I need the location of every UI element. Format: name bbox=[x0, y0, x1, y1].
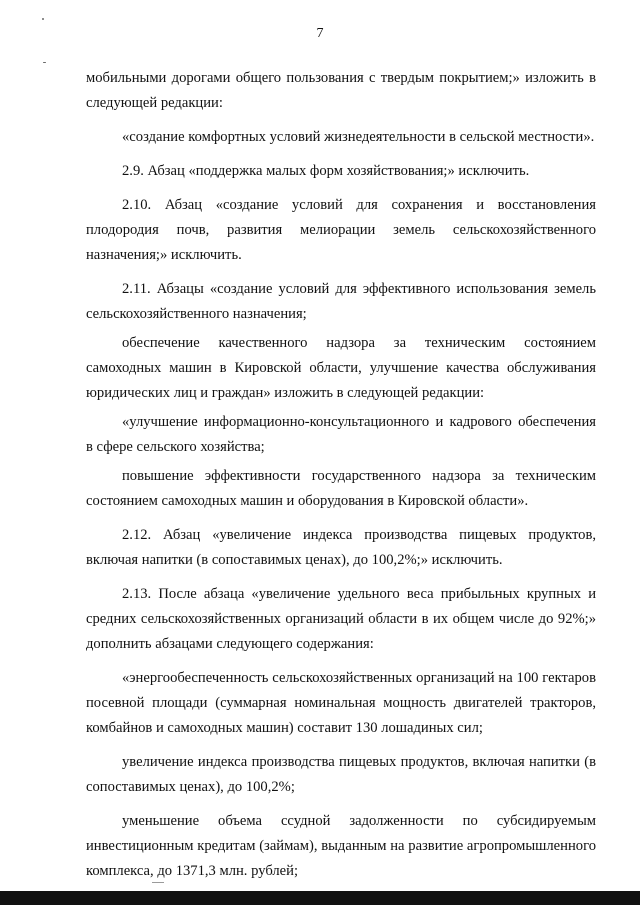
paragraph: мобильными дорогами общего пользования с твердым покрытием;» изложить в следующей редакции: bbox=[86, 70, 596, 111]
paragraph: 2.9. Абзац «поддержка малых форм хозяйствования;» исключить. bbox=[122, 163, 530, 179]
paragraph: 2.13. После абзаца «увеличение удельного веса прибыльных крупных и средних сельскохозяйственных организаций области в их общем числе до 92%;» дополнить абзацами следующего содержания: bbox=[86, 586, 596, 652]
page-number: 7 bbox=[316, 26, 324, 41]
scan-mark bbox=[152, 882, 164, 883]
paragraph: «улучшение информационно-консультационного и кадрового обеспечения в сфере сельского хозяйства; bbox=[86, 414, 596, 455]
scan-speck bbox=[42, 18, 44, 20]
paragraph: «создание комфортных условий жизнедеятельности в сельской местности». bbox=[122, 129, 595, 145]
paragraph: 2.12. Абзац «увеличение индекса производства пищевых продуктов, включая напитки (в сопоставимых ценах), до 100,2%;» исключить. bbox=[86, 527, 596, 568]
paragraph: «энергообеспеченность сельскохозяйственных организаций на 100 гектаров посевной площади (суммарная номинальная мощность двигателей тракторов, комбайнов и самоходных машин) составит 130 лошадиных сил; bbox=[86, 670, 596, 736]
paragraph: 2.10. Абзац «создание условий для сохранения и восстановления плодородия почв, развития мелиорации земель сельскохозяйственного назначения;» исключить. bbox=[86, 197, 596, 263]
document-body bbox=[86, 66, 596, 893]
scan-speck bbox=[43, 62, 46, 63]
paragraph: повышение эффективности государственного надзора за техническим состоянием самоходных машин и оборудования в Кировской области». bbox=[86, 468, 596, 509]
paragraph: 2.11. Абзацы «создание условий для эффективного использования земель сельскохозяйственного назначения; bbox=[86, 281, 596, 322]
paragraph: обеспечение качественного надзора за техническим состоянием самоходных машин в Кировской области, улучшение качества обслуживания юридических лиц и граждан» изложить в следующей редакции: bbox=[86, 335, 596, 401]
paragraph: увеличение индекса производства пищевых продуктов, включая напитки (в сопоставимых ценах), до 100,2%; bbox=[86, 754, 596, 795]
paragraph: уменьшение объема ссудной задолженности по субсидируемым инвестиционным кредитам (займам), выданным на развитие агропромышленного комплекса, до 1371,3 млн. рублей; bbox=[86, 813, 596, 879]
scan-edge-bar bbox=[0, 891, 640, 905]
